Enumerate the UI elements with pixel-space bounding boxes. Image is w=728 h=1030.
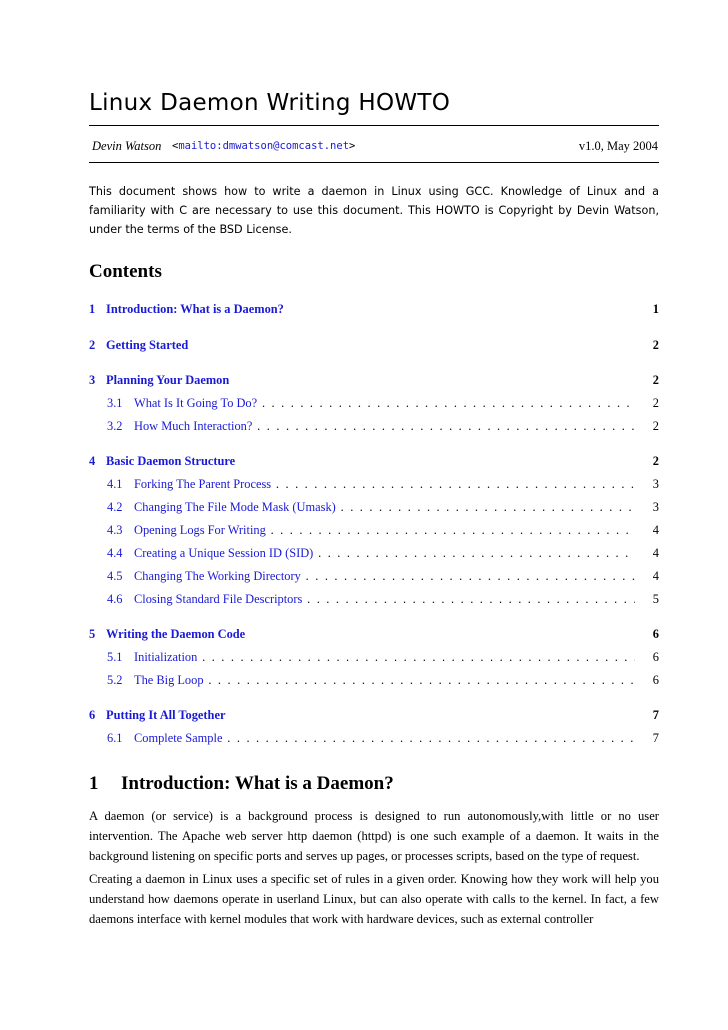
toc-number: 6 — [89, 708, 96, 722]
toc-link[interactable]: Changing The Working Directory . . . — [134, 569, 635, 584]
toc-page: 2 — [652, 338, 659, 352]
toc-link[interactable]: Basic Daemon Structure — [106, 454, 236, 468]
toc-link[interactable]: Introduction: What is a Daemon? — [106, 302, 284, 316]
toc-subentry[interactable] — [89, 673, 659, 691]
toc-page: 7 — [652, 708, 659, 722]
toc-link[interactable]: What Is It Going To Do? . . . — [134, 396, 635, 411]
toc-page: 2 — [652, 373, 659, 387]
toc-link[interactable]: The Big Loop . . . — [134, 673, 635, 688]
toc-page: 5 — [652, 592, 659, 606]
toc-number: 3 — [89, 373, 96, 387]
toc-page: 4 — [652, 523, 659, 537]
toc-link[interactable]: Initialization . . . — [134, 650, 635, 665]
toc-link[interactable]: Getting Started — [106, 338, 189, 352]
toc-entry[interactable] — [89, 373, 659, 391]
toc-link[interactable]: Opening Logs For Writing . . . — [134, 523, 635, 538]
toc-number: 3.2 — [107, 419, 123, 433]
section-title: Introduction: What is a Daemon? — [121, 773, 394, 794]
toc-number: 4.4 — [107, 546, 123, 560]
title-rule-bottom — [89, 162, 659, 163]
section-number: 1 — [89, 773, 99, 794]
toc-page: 4 — [652, 546, 659, 560]
abstract: This document shows how to write a daemon in Linux using GCC. Knowledge of Linux and a familiarity with C are necessary to use this document. This HOWTO is Copyright by Devin Watson, under the terms of the BSD License. — [89, 185, 659, 236]
email-link[interactable]: mailto:dmwatson@comcast.net — [178, 140, 350, 152]
toc-number: 4.2 — [107, 500, 123, 514]
toc-page: 2 — [652, 396, 659, 410]
toc-number: 5.2 — [107, 673, 123, 687]
toc-subentry[interactable] — [89, 546, 659, 564]
toc-page: 1 — [652, 302, 659, 316]
toc-entry[interactable] — [89, 302, 659, 320]
paragraph: Creating a daemon in Linux uses a specific set of rules in a given order. Knowing how they work will help you understand how daemons operate in userland Linux, but can also operate with calls to the kernel. In fact, a few daemons interface with kernel modules that work with hardware devices, such as external controller — [89, 872, 659, 926]
toc-subentry[interactable] — [89, 500, 659, 518]
toc-page: 3 — [652, 500, 659, 514]
toc-page: 6 — [652, 650, 659, 664]
toc-page: 6 — [652, 673, 659, 687]
toc-number: 4.3 — [107, 523, 123, 537]
paragraph: A daemon (or service) is a background process is designed to run autonomously,with little or no user intervention. The Apache web server http daemon (httpd) is one such example of a daemon. It waits in the background listening on specific ports and serves up pages, or processes scripts, based on the type of request. — [89, 809, 659, 863]
author-email[interactable] — [172, 140, 355, 152]
toc-page: 6 — [652, 627, 659, 641]
toc-number: 4 — [89, 454, 96, 468]
toc-link[interactable]: Closing Standard File Descriptors . . . — [134, 592, 635, 607]
toc-entry[interactable] — [89, 627, 659, 645]
toc-number: 1 — [89, 302, 96, 316]
toc-number: 2 — [89, 338, 96, 352]
toc-page: 2 — [652, 419, 659, 433]
toc-number: 4.1 — [107, 477, 123, 491]
toc-link[interactable]: Forking The Parent Process . . . — [134, 477, 635, 492]
toc-link[interactable]: Changing The File Mode Mask (Umask) . . . — [134, 500, 635, 515]
toc-entry[interactable] — [89, 338, 659, 356]
toc-link[interactable]: Planning Your Daemon — [106, 373, 230, 387]
toc-number: 4.6 — [107, 592, 123, 606]
title-rule-top — [89, 125, 659, 126]
section-heading — [89, 773, 394, 795]
toc-subentry[interactable] — [89, 650, 659, 668]
toc-page: 4 — [652, 569, 659, 583]
toc-link[interactable]: Putting It All Together — [106, 708, 226, 722]
toc-page: 2 — [652, 454, 659, 468]
toc-link[interactable]: Writing the Daemon Code — [106, 627, 246, 641]
email-open-bracket: < — [172, 140, 179, 152]
toc-number: 5 — [89, 627, 96, 641]
author-name: Devin Watson — [92, 139, 162, 153]
toc-number: 4.5 — [107, 569, 123, 583]
version-date: v1.0, May 2004 — [578, 139, 658, 153]
toc-subentry[interactable] — [89, 592, 659, 610]
toc-page: 3 — [652, 477, 659, 491]
toc-link[interactable]: How Much Interaction? . . . — [134, 419, 635, 434]
toc-subentry[interactable] — [89, 523, 659, 541]
toc-link[interactable]: Creating a Unique Session ID (SID) . . . — [134, 546, 635, 561]
contents-heading: Contents — [89, 261, 162, 282]
toc-link[interactable]: Complete Sample . . . — [134, 731, 635, 746]
toc-page: 7 — [652, 731, 659, 745]
email-close-bracket: > — [349, 140, 356, 152]
toc-number: 5.1 — [107, 650, 123, 664]
toc-entry[interactable] — [89, 454, 659, 472]
toc-number: 6.1 — [107, 731, 123, 745]
toc-subentry[interactable] — [89, 396, 659, 414]
document-title: Linux Daemon Writing HOWTO — [89, 90, 451, 116]
toc-entry[interactable] — [89, 708, 659, 726]
toc-subentry[interactable] — [89, 731, 659, 749]
toc-subentry[interactable] — [89, 419, 659, 437]
toc-number: 3.1 — [107, 396, 123, 410]
toc-subentry[interactable] — [89, 569, 659, 587]
toc-subentry[interactable] — [89, 477, 659, 495]
